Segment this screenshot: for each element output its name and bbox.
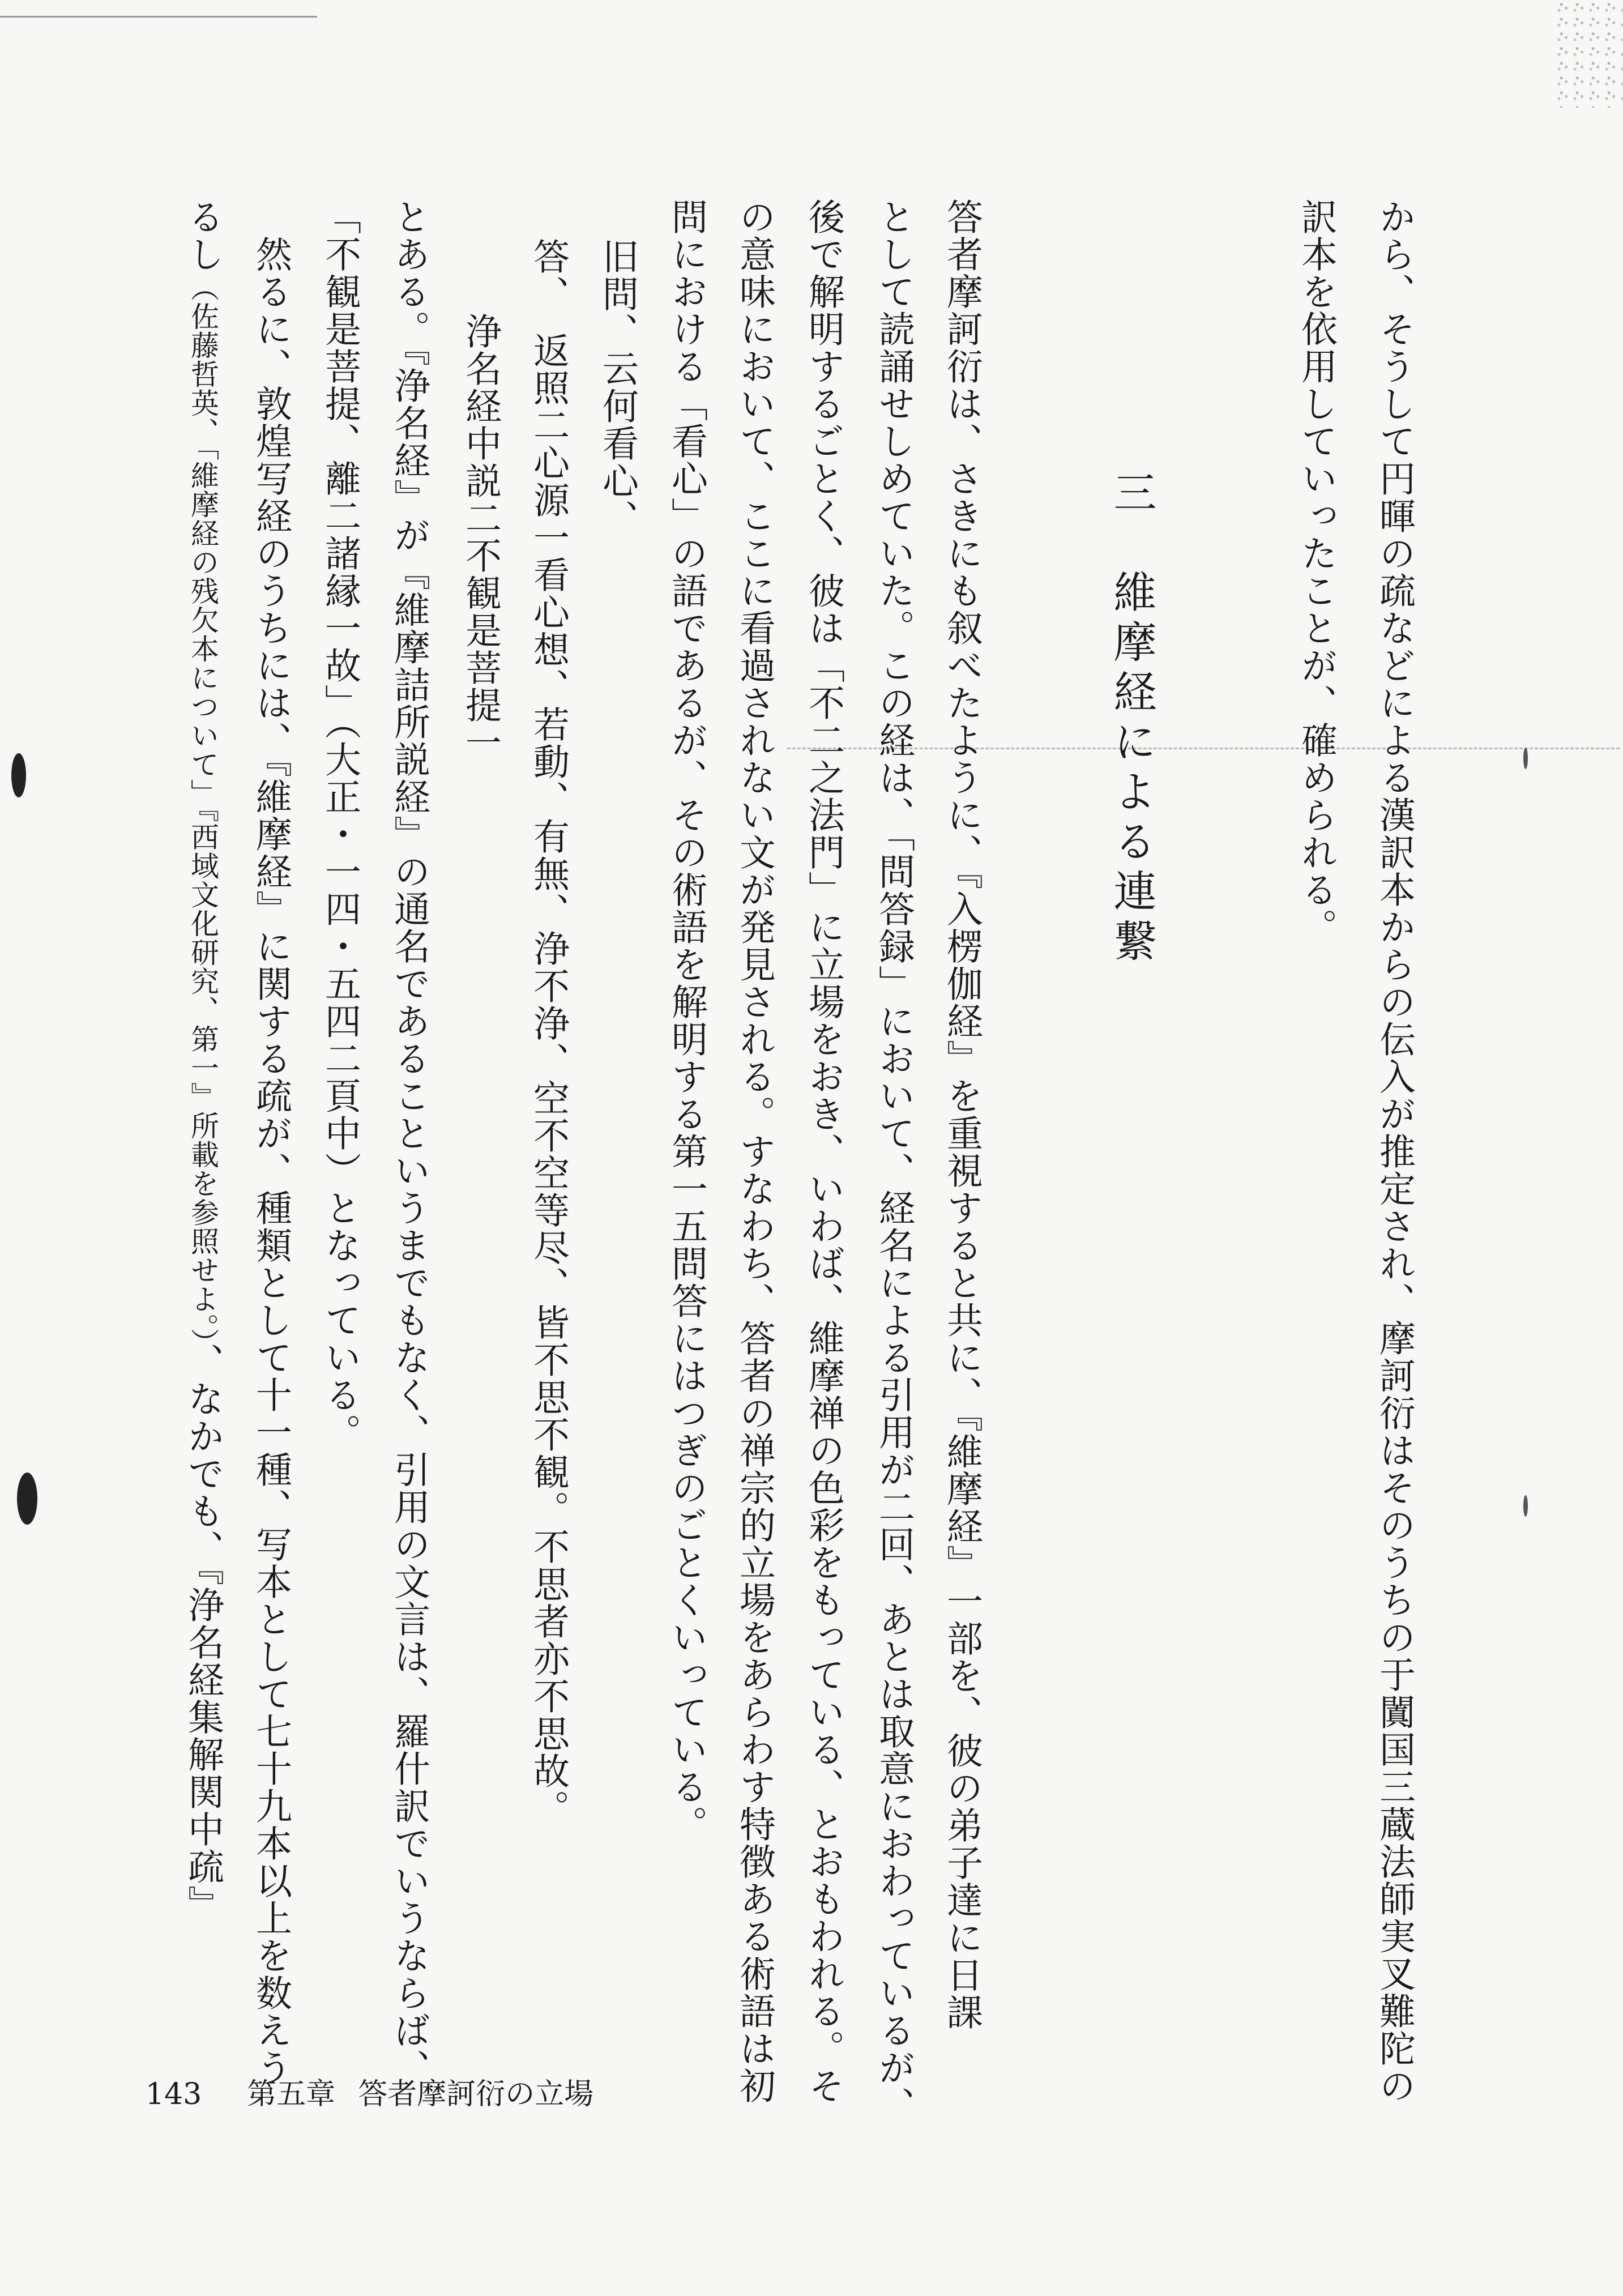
text-column-13: 然るに、敦煌写経のうちには、『維摩経』に関する疏が、種類として十一種、写本として七十九本以上を数えう: [250, 198, 292, 2086]
text-column-6: の意味において、ここに看過されない文が発見される。すなわち、答者の禅宗的立場をあらわす特徴ある術語は初: [733, 198, 775, 2105]
top-rule: [0, 16, 317, 18]
section-heading: 三 維摩経による連繋: [1107, 470, 1157, 968]
ink-blot-lower: [17, 1473, 37, 1525]
text-column-14-tail: 、なかでも、『浄名経集解関中疏』: [182, 1343, 224, 1923]
citation-note: （佐藤哲英、「維摩経の残欠本について」『西域文化研究、第一』所載を参照せよ。）: [186, 273, 219, 1343]
text-column-3: 答者摩訶衍は、さきにも叙べたように、『入楞伽経』を重視すると共に、『維摩経』一部を、彼の弟子達に日課: [941, 198, 983, 2031]
chapter-title: 答者摩訶衍の立場: [358, 2077, 594, 2111]
quote-citation: 浄名経中説二不観是菩提一: [459, 238, 501, 761]
text-column-5: 後で解明するごとく、彼は「不二之法門」に立場をおき、いわば、維摩禅の色彩をもっている、とおもわれる。そ: [802, 198, 844, 2105]
text-column-7: 問における「看心」の語であるが、その術語を解明する第一五問答にはつぎのごとくいっている。: [665, 198, 707, 1843]
ink-blot-right-1: [1523, 748, 1528, 769]
chapter-label: 第五章: [247, 2077, 336, 2111]
text-column-4: として読誦せしめていた。この経は、「問答録」において、経名による引用が二回、あとは取意におわっているが、: [873, 198, 915, 2124]
quote-answer: 答、 返照二心源一看心想、若動、有無、浄不浄、空不空等尽、皆不思不観。不思者亦不思故。: [527, 238, 569, 1827]
page-number: 143: [146, 2077, 202, 2111]
text-column-1: から、そうして円暉の疏などによる漢訳本からの伝入が推定され、摩訶衍はそのうちの于闐国三蔵法師実叉難陀の: [1373, 198, 1415, 2105]
text-column-11: とある。『浄名経』が『維摩詰所説経』の通名であるこというまでもなく、引用の文言は、羅什訳でいうならば、: [388, 198, 430, 2086]
ink-blot-upper: [11, 753, 26, 797]
ink-blot-right-2: [1523, 1495, 1528, 1517]
quote-question: 旧問、云何看心、: [596, 238, 638, 537]
page-footer: [146, 2070, 593, 2113]
text-column-12: 「不観是菩提、離二諸縁一故」（大正・一四・五四二頁中）となっている。: [319, 198, 361, 1451]
scan-noise: [1555, 0, 1623, 108]
text-column-2: 訳本を依用していったことが、確められる。: [1295, 198, 1337, 946]
text-column-14-lead: るし: [182, 198, 224, 273]
text-column-14: [182, 198, 224, 1923]
